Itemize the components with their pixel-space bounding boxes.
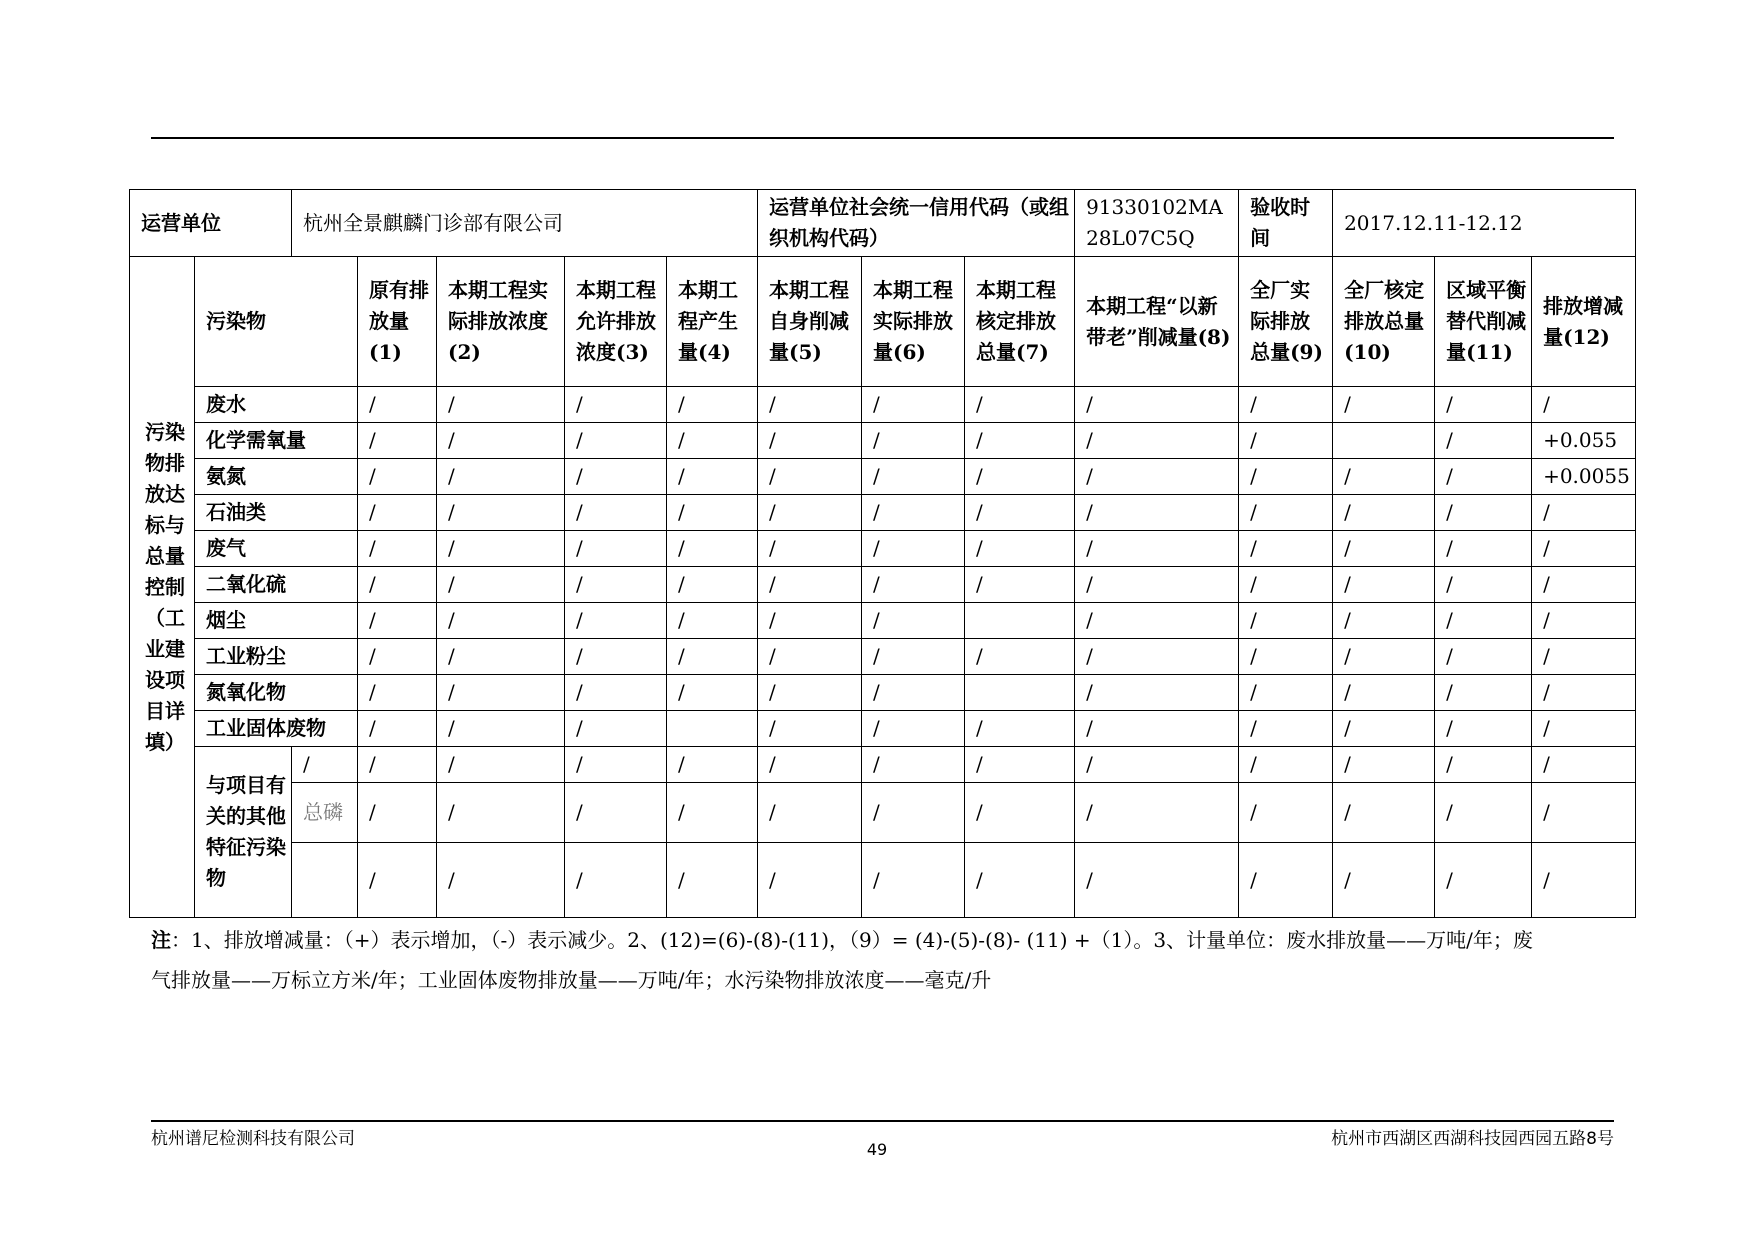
pollutant-name: 二氧化硫 — [195, 567, 358, 603]
value-cell: / — [758, 783, 862, 843]
other-pollutant-row — [130, 843, 1636, 918]
value-cell: / — [1075, 747, 1239, 783]
value-cell: / — [965, 711, 1075, 747]
value-cell: / — [667, 603, 758, 639]
other-pollutant-name — [292, 843, 358, 918]
value-cell: / — [1239, 459, 1333, 495]
value-cell: / — [758, 495, 862, 531]
col-header-1: 原有排放量(1) — [358, 257, 437, 387]
value-cell: / — [758, 711, 862, 747]
value-cell: / — [667, 675, 758, 711]
note-label: 注 — [151, 928, 171, 952]
value-cell: / — [667, 567, 758, 603]
pollutant-name: 石油类 — [195, 495, 358, 531]
value-cell: / — [565, 459, 667, 495]
emission-summary-table — [129, 189, 1636, 918]
value-cell: / — [1239, 531, 1333, 567]
footer-address: 杭州市西湖区西湖科技园西园五路8号 — [1331, 1129, 1614, 1149]
value-cell: / — [358, 843, 437, 918]
col-header-9: 全厂实际排放总量(9) — [1239, 257, 1333, 387]
value-cell: / — [1333, 783, 1435, 843]
value-cell: / — [437, 747, 565, 783]
header-rule — [151, 137, 1614, 139]
value-cell: / — [358, 459, 437, 495]
other-pollutant-row — [130, 747, 1636, 783]
value-cell: / — [1435, 747, 1532, 783]
value-cell: / — [565, 783, 667, 843]
value-cell: / — [437, 387, 565, 423]
value-cell: / — [437, 603, 565, 639]
value-cell: / — [862, 423, 965, 459]
value-cell: / — [1239, 639, 1333, 675]
value-cell: / — [437, 495, 565, 531]
footer-company: 杭州谱尼检测科技有限公司 — [151, 1129, 355, 1149]
value-cell: / — [1333, 531, 1435, 567]
value-cell: / — [1435, 423, 1532, 459]
value-cell: / — [862, 603, 965, 639]
value-cell: / — [1239, 783, 1333, 843]
value-cell: / — [1532, 711, 1636, 747]
note-line-2: 气排放量——万标立方米/年；工业固体废物排放量——万吨/年；水污染物排放浓度——毫克/升 — [151, 968, 992, 992]
value-cell: / — [1075, 843, 1239, 918]
value-cell: / — [758, 567, 862, 603]
value-cell: / — [1075, 783, 1239, 843]
acceptance-time-value: 2017.12.11-12.12 — [1333, 190, 1636, 257]
value-cell: / — [1075, 459, 1239, 495]
value-cell: / — [565, 747, 667, 783]
value-cell: / — [758, 675, 862, 711]
value-cell: / — [1532, 495, 1636, 531]
value-cell: / — [965, 387, 1075, 423]
value-cell: / — [565, 567, 667, 603]
value-cell: / — [1532, 783, 1636, 843]
value-cell: / — [862, 387, 965, 423]
value-cell: / — [1435, 675, 1532, 711]
col-header-4: 本期工程产生量(4) — [667, 257, 758, 387]
pollutant-row — [130, 495, 1636, 531]
value-cell: / — [965, 639, 1075, 675]
value-cell: / — [1532, 747, 1636, 783]
value-cell: / — [358, 603, 437, 639]
value-cell: / — [1435, 495, 1532, 531]
pollutant-name: 工业粉尘 — [195, 639, 358, 675]
col-header-10: 全厂核定排放总量(10) — [1333, 257, 1435, 387]
value-cell: / — [965, 495, 1075, 531]
side-label: 污染物排放达标与总量控制（工业建设项目详填） — [130, 257, 195, 918]
value-cell: / — [358, 387, 437, 423]
value-cell: / — [1239, 495, 1333, 531]
value-cell: / — [437, 459, 565, 495]
value-cell: / — [1333, 567, 1435, 603]
value-cell: / — [862, 495, 965, 531]
value-cell: / — [1239, 567, 1333, 603]
value-cell: / — [1333, 639, 1435, 675]
value-cell: / — [1075, 531, 1239, 567]
value-cell: +0.055 — [1532, 423, 1636, 459]
pollutant-row — [130, 387, 1636, 423]
value-cell: / — [358, 639, 437, 675]
value-cell: / — [358, 531, 437, 567]
pollutant-name: 烟尘 — [195, 603, 358, 639]
value-cell: / — [565, 387, 667, 423]
value-cell: / — [358, 423, 437, 459]
value-cell: / — [1532, 843, 1636, 918]
value-cell: / — [437, 567, 565, 603]
col-header-5: 本期工程自身削减量(5) — [758, 257, 862, 387]
value-cell: / — [862, 747, 965, 783]
value-cell — [965, 675, 1075, 711]
value-cell: / — [1532, 567, 1636, 603]
value-cell: / — [1435, 639, 1532, 675]
value-cell: / — [1075, 711, 1239, 747]
value-cell: / — [1075, 603, 1239, 639]
value-cell: / — [965, 747, 1075, 783]
value-cell: / — [1333, 747, 1435, 783]
value-cell: / — [1239, 387, 1333, 423]
value-cell: / — [358, 675, 437, 711]
value-cell: / — [667, 639, 758, 675]
value-cell: / — [358, 567, 437, 603]
value-cell: / — [358, 783, 437, 843]
value-cell: / — [758, 423, 862, 459]
value-cell: / — [565, 675, 667, 711]
value-cell: / — [758, 387, 862, 423]
column-header-row — [130, 257, 1636, 387]
value-cell: / — [862, 675, 965, 711]
value-cell: / — [437, 843, 565, 918]
footer-rule — [151, 1120, 1614, 1122]
value-cell: / — [437, 675, 565, 711]
value-cell: / — [1532, 531, 1636, 567]
value-cell: / — [358, 495, 437, 531]
other-pollutant-row — [130, 783, 1636, 843]
value-cell — [1333, 423, 1435, 459]
value-cell: / — [965, 843, 1075, 918]
value-cell: / — [667, 783, 758, 843]
pollutant-name: 化学需氧量 — [195, 423, 358, 459]
col-header-3: 本期工程允许排放浓度(3) — [565, 257, 667, 387]
value-cell: / — [1435, 459, 1532, 495]
value-cell: / — [1435, 531, 1532, 567]
value-cell: / — [1435, 843, 1532, 918]
unit-label: 运营单位 — [130, 190, 292, 257]
value-cell: / — [758, 531, 862, 567]
value-cell: / — [565, 423, 667, 459]
value-cell: / — [1333, 711, 1435, 747]
value-cell: / — [1435, 387, 1532, 423]
value-cell: / — [862, 711, 965, 747]
value-cell: / — [965, 423, 1075, 459]
value-cell: / — [565, 531, 667, 567]
value-cell: / — [667, 387, 758, 423]
value-cell: / — [667, 495, 758, 531]
value-cell: / — [1239, 843, 1333, 918]
value-cell: / — [1333, 843, 1435, 918]
pollutant-row — [130, 639, 1636, 675]
value-cell: / — [1239, 603, 1333, 639]
col-header-2: 本期工程实际排放浓度(2) — [437, 257, 565, 387]
value-cell: / — [1435, 783, 1532, 843]
value-cell: / — [965, 567, 1075, 603]
value-cell: / — [1532, 675, 1636, 711]
value-cell: / — [1435, 567, 1532, 603]
value-cell: / — [437, 531, 565, 567]
value-cell — [667, 711, 758, 747]
pollutant-name: 氨氮 — [195, 459, 358, 495]
value-cell: / — [667, 843, 758, 918]
header-info-row — [130, 190, 1636, 257]
col-header-pollutant: 污染物 — [195, 257, 358, 387]
value-cell: / — [667, 423, 758, 459]
value-cell: / — [1333, 495, 1435, 531]
value-cell: / — [358, 711, 437, 747]
other-pollutants-label: 与项目有关的其他特征污染物 — [195, 747, 292, 918]
value-cell: / — [1333, 459, 1435, 495]
col-header-8: 本期工程“以新带老”削减量(8) — [1075, 257, 1239, 387]
value-cell: / — [437, 639, 565, 675]
value-cell: / — [565, 495, 667, 531]
value-cell: / — [437, 783, 565, 843]
value-cell: / — [862, 459, 965, 495]
other-pollutant-name: / — [292, 747, 358, 783]
value-cell: / — [862, 567, 965, 603]
value-cell: / — [565, 603, 667, 639]
value-cell: / — [1239, 675, 1333, 711]
value-cell: / — [1435, 711, 1532, 747]
value-cell: / — [758, 843, 862, 918]
col-header-6: 本期工程实际排放量(6) — [862, 257, 965, 387]
value-cell: / — [758, 603, 862, 639]
value-cell: / — [667, 459, 758, 495]
value-cell: / — [1333, 603, 1435, 639]
value-cell: / — [965, 531, 1075, 567]
other-pollutant-name: 总磷 — [292, 783, 358, 843]
pollutant-row — [130, 603, 1636, 639]
value-cell: / — [1075, 495, 1239, 531]
value-cell: / — [862, 783, 965, 843]
value-cell: / — [758, 459, 862, 495]
page-number: 49 — [866, 1140, 888, 1159]
value-cell: / — [565, 639, 667, 675]
pollutant-row — [130, 711, 1636, 747]
pollutant-row — [130, 567, 1636, 603]
value-cell: / — [667, 747, 758, 783]
value-cell: / — [758, 639, 862, 675]
pollutant-row — [130, 459, 1636, 495]
value-cell: / — [667, 531, 758, 567]
value-cell: / — [1075, 423, 1239, 459]
unit-value: 杭州全景麒麟门诊部有限公司 — [292, 190, 758, 257]
pollutant-row — [130, 675, 1636, 711]
value-cell: / — [1532, 639, 1636, 675]
credit-code-label: 运营单位社会统一信用代码（或组织机构代码） — [758, 190, 1075, 257]
note-text-1: ：1、排放增减量：（+）表示增加，（-）表示减少。2、(12)=(6)-(8)-(11)，（9）= (4)-(5)-(8)- (11) +（1）。3、计量单位：废水排放量——万吨/年；废 — [171, 928, 1533, 952]
value-cell: / — [758, 747, 862, 783]
value-cell: / — [1333, 675, 1435, 711]
value-cell: / — [965, 459, 1075, 495]
pollutant-name: 废气 — [195, 531, 358, 567]
pollutant-name: 废水 — [195, 387, 358, 423]
value-cell: / — [965, 783, 1075, 843]
value-cell: / — [1075, 567, 1239, 603]
value-cell: / — [862, 531, 965, 567]
pollutant-name: 氮氧化物 — [195, 675, 358, 711]
value-cell: / — [565, 843, 667, 918]
value-cell: / — [1435, 603, 1532, 639]
credit-code-value: 91330102MA28L07C5Q — [1075, 190, 1239, 257]
value-cell: +0.0055 — [1532, 459, 1636, 495]
col-header-12: 排放增减量(12) — [1532, 257, 1636, 387]
value-cell — [965, 603, 1075, 639]
value-cell: / — [1239, 423, 1333, 459]
value-cell: / — [1239, 747, 1333, 783]
value-cell: / — [437, 711, 565, 747]
value-cell: / — [1075, 387, 1239, 423]
value-cell: / — [437, 423, 565, 459]
value-cell: / — [862, 639, 965, 675]
value-cell: / — [1333, 387, 1435, 423]
value-cell: / — [862, 843, 965, 918]
value-cell: / — [1532, 603, 1636, 639]
pollutant-name: 工业固体废物 — [195, 711, 358, 747]
value-cell: / — [1239, 711, 1333, 747]
col-header-11: 区域平衡替代削减量(11) — [1435, 257, 1532, 387]
value-cell: / — [1075, 639, 1239, 675]
pollutant-row — [130, 531, 1636, 567]
value-cell: / — [1532, 387, 1636, 423]
value-cell: / — [1075, 675, 1239, 711]
acceptance-time-label: 验收时间 — [1239, 190, 1333, 257]
value-cell: / — [358, 747, 437, 783]
pollutant-row — [130, 423, 1636, 459]
col-header-7: 本期工程核定排放总量(7) — [965, 257, 1075, 387]
note-line-1 — [151, 920, 1614, 960]
value-cell: / — [565, 711, 667, 747]
